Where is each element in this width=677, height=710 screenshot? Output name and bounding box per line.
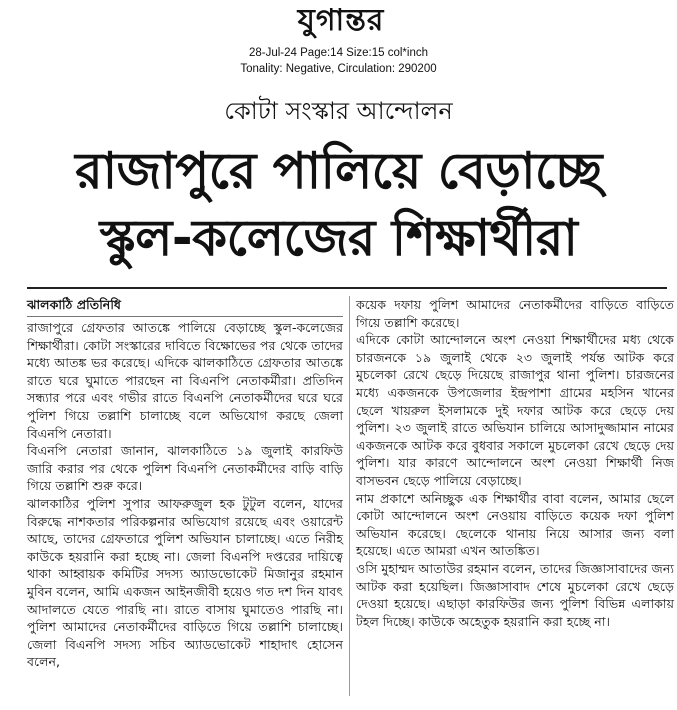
- byline-divider: [27, 316, 343, 317]
- body-paragraph: রাজাপুরে গ্রেফতার আতঙ্কে পালিয়ে বেড়াচ্ছে স্কুল-কলেজের শিক্ষার্থীরা। কোটা সংস্কারের দাবিতে বিক্ষোভের পর থেকে তাদের মধ্যে আতঙ্ক ভর করেছে। এদিকে ঝালকাঠিতে গ্রেফতার আতঙ্কে রাতে ঘরে ঘুমাতে পারছেন না বিএনপি নেতাকর্মীরা। প্রতিদিন সন্ধ্যার পরে এবং গভীর রাতে বিএনপি নেতাকর্মীদের ঘরে ঘরে পুলিশ গিয়ে তল্লাশি চালাচ্ছে বলে অভিযোগ করছে জেলা বিএনপি নেতারা।: [27, 320, 343, 441]
- article-column-right: [356, 296, 674, 630]
- body-paragraph: ওসি মুহাম্মদ আতাউর রহমান বলেন, তাদের জিজ্ঞাসাবাদের জন্য আটক করা হয়েছিল। জিজ্ঞাসাবাদ শেষে মুচলেকা রেখে ছেড়ে দেওয়া হয়েছে। এছাড়া কারফিউর জন্য পুলিশ বিভিন্ন এলাকায় টহল দিচ্ছে। কাউকে অহেতুক হয়রানি করা হচ্ছে না।: [356, 560, 674, 629]
- clipping-meta-date-size: 28-Jul-24 Page:14 Size:15 col*inch: [248, 47, 428, 59]
- headline-line-1: রাজাপুরে পালিয়ে বেড়াচ্ছে: [75, 142, 602, 200]
- newspaper-logo: যুগান্তর: [297, 3, 385, 38]
- clipping-meta-tonality: Tonality: Negative, Circulation: 290200: [240, 63, 437, 75]
- body-paragraph: বিএনপি নেতারা জানান, ঝালকাঠিতে ১৯ জুলাই কারফিউ জারি করার পর থেকে পুলিশ বিএনপি নেতাকর্মীদের বাড়ি বাড়ি গিয়ে তল্লাশি শুরু করে।: [27, 443, 343, 494]
- body-paragraph: নাম প্রকাশে অনিচ্ছুক এক শিক্ষার্থীর বাবা বলেন, আমার ছেলে কোটা আন্দোলনে অংশ নেওয়ায় বাড়িতে কয়েক দফা পুলিশ অভিযান করেছে। ছেলেকে থানায় নিয়ে আসার জন্য বলা হয়েছে। এতে আমরা এখন আতঙ্কিত।: [356, 490, 674, 559]
- body-paragraph: এদিকে কোটা আন্দোলনে অংশ নেওয়া শিক্ষার্থীদের মধ্য থেকে চারজনকে ১৯ জুলাই থেকে ২৩ জুলাই পর্যন্ত আটক করে মুচলেকা রেখে ছেড়ে দিয়েছে রাজাপুর থানা পুলিশ। চারজনের মধ্যে একজনকে উপজেলার ইন্দ্রপাশা গ্রামের মহসিন খানের ছেলে খায়রুল ইসলামকে দুই দফার আটক করে ছেড়ে দেয় পুলিশ। ২৩ জুলাই রাতে অভিযান চালিয়ে আসাদুজ্জামান নামের একজনকে আটক করে বুধবার সকালে মুচলেকা রেখে ছেড়ে দেয় পুলিশ। যার কারণে আন্দোলনে অংশ নেওয়া শিক্ষার্থী নিজ বাসভবন ছেড়ে পালিয়ে বেড়াচ্ছে।: [356, 332, 674, 488]
- headline-line-2: স্কুল-কলেজের শিক্ষার্থীরা: [99, 209, 578, 267]
- headline-divider: [27, 287, 667, 289]
- newspaper-masthead: [0, 0, 677, 40]
- article-kicker: কোটা সংস্কার আন্দোলন: [224, 97, 453, 125]
- body-paragraph: ঝালকাঠির পুলিশ সুপার আফরুজুল হক টুটুল বলেন, যাদের বিরুদ্ধে নাশকতার পরিকল্পনার অভিযোগ রয়েছে এবং ওয়ারেন্ট আছে, তাদের গ্রেফতারে পুলিশ অভিযান চালাচ্ছে। এতে নিরীহ কাউকে হয়রানি করা হচ্ছে না। জেলা বিএনপি দপ্তরের দায়িত্বে থাকা আহ্বায়ক কমিটির সদস্য অ্যাডভোকেট মিজানুর রহমান মুবিন বলেন, আমি একজন আইনজীবী হয়েও গত দশ দিন যাবৎ আদালতে যেতে পারছি না। রাতে বাসায় ঘুমাতেও পারছি না। পুলিশ আমাদের নেতাকর্মীদের বাড়িতে গিয়ে তল্লাশি চালাচ্ছে। জেলা বিএনপি সদস্য সচিব অ্যাডভোকেট শাহাদাৎ হোসেন বলেন,: [27, 495, 343, 670]
- body-paragraph: কয়েক দফায় পুলিশ আমাদের নেতাকর্মীদের বাড়িতে বাড়িতে গিয়ে তল্লাশি করেছে।: [356, 297, 674, 330]
- article-column-left: [27, 296, 343, 671]
- byline: ঝালকাঠি প্রতিনিধি: [27, 297, 121, 312]
- column-divider: [349, 296, 350, 696]
